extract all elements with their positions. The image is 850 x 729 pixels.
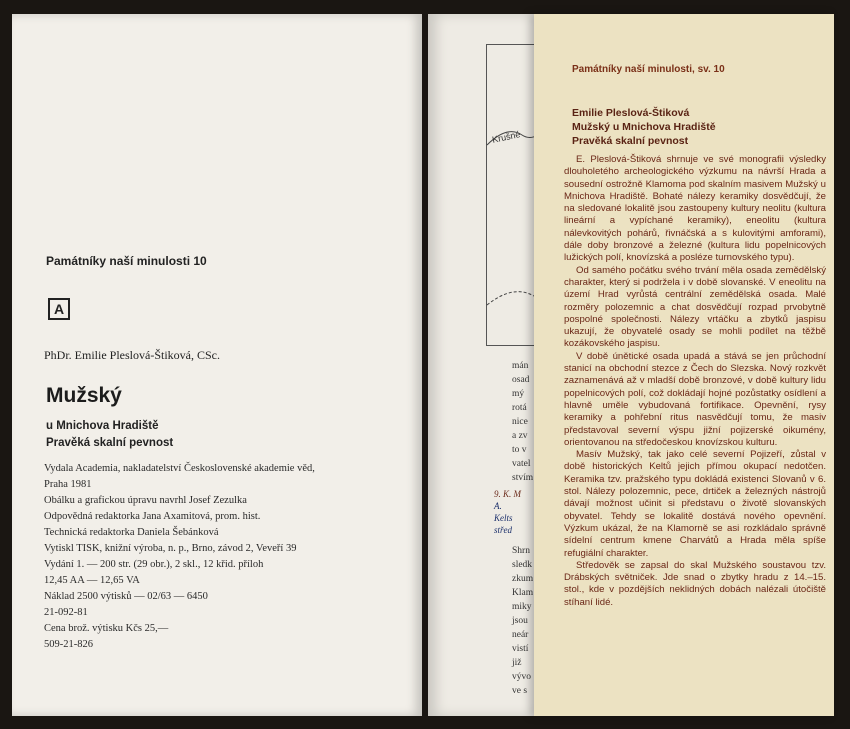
series-title: Památníky naší minulosti 10 [46, 254, 207, 268]
fragment-line: vývo [512, 672, 531, 682]
fragment-line: mán [512, 361, 529, 371]
imprint-block [44, 461, 404, 653]
imprint-line: Vydala Academia, nakladatelství Československé akademie věd, [44, 463, 315, 474]
imprint-line: 12,45 AA — 12,65 VA [44, 575, 140, 586]
flap-paragraph: E. Pleslová-Štiková shrnuje ve své monografii výsledky dlouholetého archeologického výzkumu na návrší Hrada a sousední ostrožně Klamoma pod skalním masivem Mužský u Mnichova Hradiště. Bohaté nálezy keramiky dosvědčují, že na sledované lokalitě jsou zastoupeny kultury neolitu (kultura lineární a vypíchané keramiky), eneolitu (kultura nálevkovitých pohárů, řivnáčská a s kulovitými amforami), dále doby bronzové a železné (kultura lidu popelnicových lužických polí, knovízská a posléze turnovského typu). [564, 154, 826, 264]
imprint-line: Cena brož. výtisku Kčs 25,— [44, 623, 169, 634]
book-title: Mužský [46, 384, 122, 407]
cover-flap [534, 14, 834, 716]
fragment-line: Shrn [512, 546, 530, 556]
caption-line [494, 500, 521, 512]
fragment-line: rotá [512, 403, 527, 413]
fragment-line: stvím [512, 473, 534, 483]
fragment-line: nice [512, 417, 528, 427]
flap-heading [572, 106, 716, 148]
fragment-line: vatel [512, 459, 531, 469]
caption-text: Kelts [494, 513, 513, 523]
subtitle-description: Pravěká skalní pevnost [46, 437, 174, 449]
flap-author: Emilie Pleslová-Štiková [572, 107, 690, 119]
author-name: PhDr. Emilie Pleslová-Štiková, CSc. [44, 348, 220, 362]
fragment-line: zkum [512, 574, 534, 584]
flap-paragraph: V době únětické osada upadá a stává se jen průchodní stanicí na obchodní stezce z Čech do Slezska. Nový rozkvět zaznamenává až v mladší době bronzové, v době kultury lidu popelnicových polí, což dokládají hojné pozůstatky osídlení a hlavně uměle vybudovaná fortifikace. Opevnění, rysy keramiky a pohřební ritus nasvědčují tomu, že masiv představoval severní výspu jižní pojizerské oikumény, orientovanou na středočeskou knovízskou kulturu. [564, 350, 826, 448]
flap-series-title: Památníky naší minulosti, sv. 10 [572, 64, 725, 75]
fragment-line: neár [512, 630, 529, 640]
caption-number: 9. K. M [494, 489, 521, 499]
fragment-line: sledk [512, 560, 533, 570]
flap-subtitle: Pravěká skalní pevnost [572, 135, 689, 147]
fragment-line: to v [512, 445, 527, 455]
map-label: Krušné [491, 129, 522, 145]
caption-line [494, 512, 521, 524]
fragment-line: mý [512, 389, 525, 399]
fragment-line: Klam [512, 588, 534, 598]
caption-line [494, 524, 521, 536]
academia-logo-icon: A [48, 298, 70, 320]
fragment-line: již [512, 658, 522, 668]
caption-text: střed [494, 525, 512, 535]
fragment-line: a zv [512, 431, 528, 441]
imprint-line: Vytiskl TISK, knižní výroba, n. p., Brno, závod 2, Veveří 39 [44, 543, 297, 554]
caption-text: A. [494, 501, 502, 511]
imprint-line: Vydání 1. — 200 str. (29 obr.), 2 skl., 12 křid. příloh [44, 559, 264, 570]
fragment-line: jsou [512, 616, 528, 626]
flap-paragraph: Masív Mužský, tak jako celé severní Pojizeří, zůstal v době historických Keltů jejich přímou okupací nedotčen. Keramika tzv. pražského typu dokládá existenci Slovanů v 6. stol. Nálezy polozemnic, pece, drtiček a železných nástrojů dávají možnost učinit si představu o životě slovanských obyvatel. Tehdy se lokalitě dostává nového opevnění. Výzkum ukázal, že na Klamorně se asi rozkládalo správně sídelní centrum kmene Charvátů a Hrada měla spíše refugiální charakter. [564, 449, 826, 559]
figure-caption-fragment [494, 488, 521, 536]
imprint-line: Praha 1981 [44, 479, 92, 490]
fragment-line: osad [512, 375, 530, 385]
flap-paragraph: Od samého počátku svého trvání měla osada zemědělský charakter, který si podržela i v době slovanské. V eneolitu na území Hrad vyrůstá centrální zemědělská osada. Malé rozměry polozemnic a chat dosvědčují rozpad prvobytně pospolné společnosti. Nálezy vrtáčku a zbytků jaspisu ukazují, že obyvatelé osady se mohli podílet na těžbě kozákovského jaspisu. [564, 264, 826, 350]
flap-paragraph: Středověk se zapsal do skal Mužského soustavou tzv. Drábských světniček. Jde snad o zbytky hradu z 14.–15. stol., kde v pozdějších neklidných dobách nalézali útočiště stíhaní lidé. [564, 559, 826, 608]
imprint-line: Obálku a grafickou úpravu navrhl Josef Zezulka [44, 495, 247, 506]
imprint-line: Technická redaktorka Daniela Šebánková [44, 527, 219, 538]
imprint-line: Odpovědná redaktorka Jana Axamitová, prom. hist. [44, 511, 261, 522]
imprint-line: 509-21-826 [44, 639, 93, 650]
subtitle-location: u Mnichova Hradiště [46, 420, 159, 432]
middle-page [428, 14, 540, 716]
fragment-line: ve s [512, 686, 528, 696]
fragment-line: miky [512, 602, 532, 612]
imprint-line: Náklad 2500 výtisků — 02/63 — 6450 [44, 591, 208, 602]
imprint-line: 21-092-81 [44, 607, 88, 618]
flap-body-text [564, 154, 826, 609]
left-title-page [12, 14, 422, 716]
flap-title: Mužský u Mnichova Hradiště [572, 121, 716, 133]
fragment-line: vistí [512, 644, 529, 654]
